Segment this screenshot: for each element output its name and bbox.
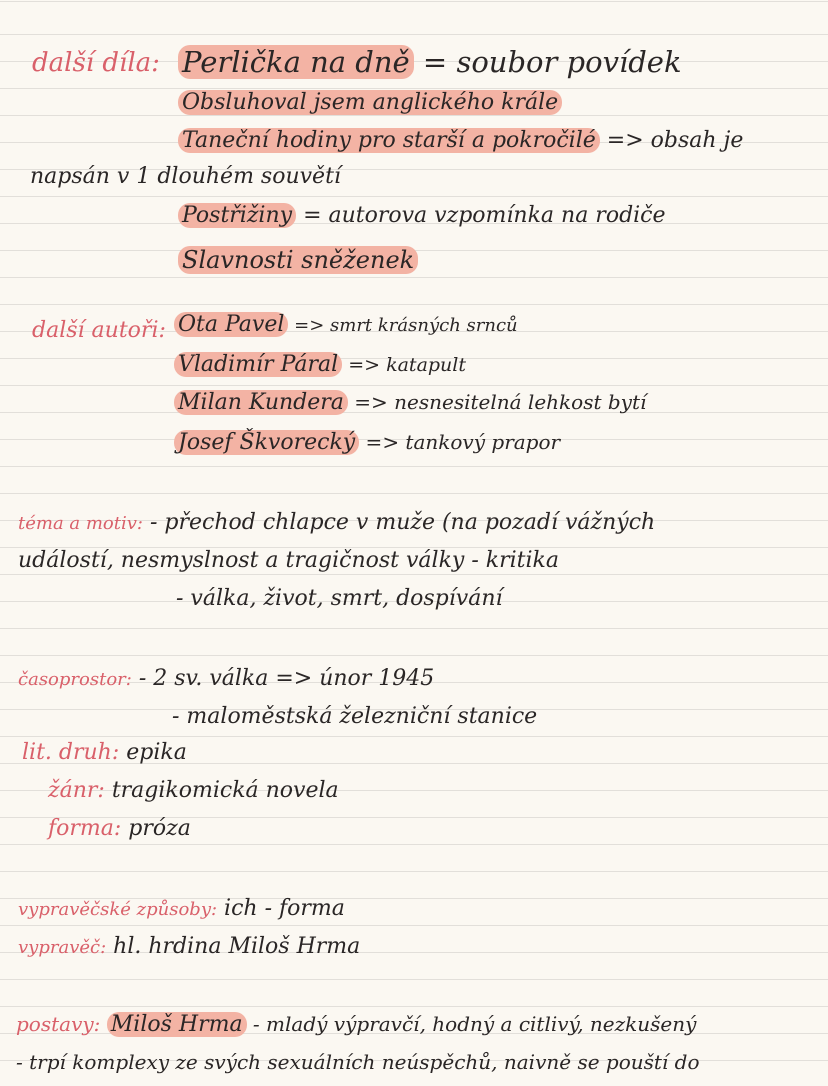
time-space-label: časoprostor: [18,669,132,690]
genre-value: tragikomická novela [111,778,339,803]
form-line [48,818,191,840]
character-text: - trpí komplexy ze svých sexuálních neúspěchů, naivně se pouští do [16,1050,700,1074]
author-line-1 [174,314,518,336]
work-note: = autorova vzpomínka na rodiče [296,203,666,228]
genre-line [48,780,339,802]
work-title: Slavnosti sněženek [178,246,418,274]
author-work: => smrt krásných srnců [288,315,518,336]
works-label: další díla: [32,48,160,78]
work-line-6 [178,248,418,272]
author-line-4 [174,432,560,454]
time-space-text: - 2 sv. válka => únor 1945 [131,666,435,691]
work-note: napsán v 1 dlouhém souvětí [30,164,341,189]
form-label: forma: [48,816,122,841]
lit-kind-line [22,742,187,764]
work-line-1 [178,45,682,79]
theme-text: událostí, nesmyslnost a tragičnost války - kritika [18,548,559,573]
character-name: Miloš Hrma [107,1012,247,1037]
narration-line [18,898,345,920]
work-note: => obsah je [599,128,744,153]
authors-section [32,320,166,342]
author-name: Vladimír Páral [174,352,342,377]
lit-kind-label: lit. druh: [22,740,120,765]
narration-value: ich - forma [224,896,345,921]
character-text: - mladý výpravčí, hodný a citlivý, nezkušený [246,1012,697,1036]
narrator-line [18,936,360,958]
work-line-2 [178,92,562,114]
theme-text: - válka, život, smrt, dospívání [176,586,503,611]
theme-label: téma a motiv: [18,513,143,534]
time-space-text: - maloměstská železniční stanice [172,704,538,729]
work-line-5 [178,205,666,227]
form-value: próza [128,816,191,841]
narration-label: vypravěčské způsoby: [18,899,218,920]
work-line-4 [30,166,341,188]
author-work: => katapult [342,354,467,376]
author-line-2 [174,354,466,376]
works-section [32,50,160,76]
narrator-value: hl. hrdina Miloš Hrma [113,934,361,959]
theme-line-3 [176,588,503,610]
theme-text: - přechod chlapce v muže (na pozadí vážných [143,510,656,535]
author-name: Milan Kundera [174,390,348,415]
work-line-3 [178,130,743,152]
characters-line-1 [16,1014,696,1036]
narrator-label: vypravěč: [18,937,107,958]
work-title: Taneční hodiny pro starší a pokročilé [178,128,600,153]
time-space-line-1 [18,668,434,690]
work-title: Postřižiny [178,203,296,228]
authors-label: další autoři: [32,318,166,343]
work-title: Perlička na dně [178,45,414,79]
author-line-3 [174,392,646,414]
characters-label: postavy: [16,1012,101,1036]
work-note: = soubor povídek [413,45,682,79]
time-space-line-2 [172,706,537,728]
author-name: Ota Pavel [174,312,288,337]
characters-line-2 [16,1052,700,1072]
author-work: => tankový prapor [359,430,561,454]
lit-kind-value: epika [126,740,187,765]
author-name: Josef Škvorecký [174,430,359,455]
genre-label: žánr: [48,778,105,803]
author-work: => nesnesitelná lehkost bytí [347,390,647,414]
work-title: Obsluhoval jsem anglického krále [178,90,562,115]
theme-line-2 [18,550,559,572]
theme-line-1 [18,512,655,534]
